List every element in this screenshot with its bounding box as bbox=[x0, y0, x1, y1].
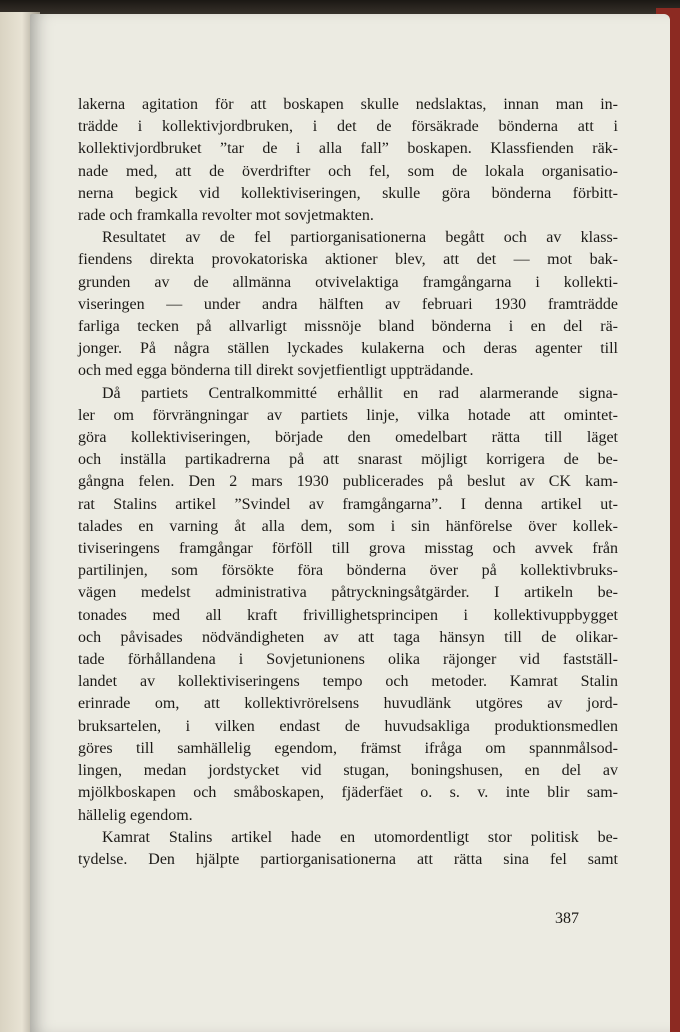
text-line: Kamrat Stalins artikel hade en utomordentligt stor politisk be- bbox=[102, 828, 618, 846]
text-line: göra kollektiviseringen, började den omedelbart rätta till läget bbox=[78, 429, 618, 447]
text-line: Då partiets Centralkommitté erhållit en rad alarmerande signa- bbox=[102, 384, 618, 402]
paragraph bbox=[78, 227, 618, 382]
text-line: tonades med all kraft frivillighetsprincipen i kollektivuppbygget bbox=[78, 606, 618, 624]
text-line: landet av kollektiviseringens tempo och metoder. Kamrat Stalin bbox=[78, 673, 618, 691]
paragraph bbox=[78, 94, 618, 227]
book-page bbox=[30, 14, 670, 1032]
text-line: trädde i kollektivjordbruken, i det de försäkrade bönderna att i bbox=[78, 118, 618, 136]
text-line: rat Stalins artikel ”Svindel av framgångarna”. I denna artikel ut- bbox=[78, 495, 618, 513]
text-line: lingen, medan jordstycket vid stugan, boningshusen, en del av bbox=[78, 762, 618, 780]
text-line: vägen medelst administrativa påtryckningsåtgärder. I artikeln be- bbox=[78, 584, 618, 602]
page-body-text bbox=[78, 94, 618, 871]
text-line: lakerna agitation för att boskapen skulle nedslaktas, innan man in- bbox=[78, 96, 618, 113]
text-line: rade och framkalla revolter mot sovjetmakten. bbox=[78, 207, 374, 225]
text-line: gångna felen. Den 2 mars 1930 publicerades på beslut av CK kam- bbox=[78, 473, 618, 491]
text-line: ler om förvrängningar av partiets linje, vilka hotade att omintet- bbox=[78, 406, 618, 424]
text-line: viseringen — under andra hälften av februari 1930 framträdde bbox=[78, 295, 618, 313]
text-line: och påvisades nödvändigheten av att taga hänsyn till de olikar- bbox=[78, 628, 618, 646]
text-line: tiviseringens framgångar förföll till grova misstag och avvek från bbox=[78, 540, 618, 558]
text-line: göres till samhällelig egendom, främst ifråga om spannmålsod- bbox=[78, 739, 618, 757]
text-line: nade med, att de överdrifter och fel, som de lokala organisatio- bbox=[78, 162, 618, 180]
text-line: bruksartelen, i vilken endast de huvudsakliga produktionsmedlen bbox=[78, 717, 618, 735]
text-line: kollektivjordbruket ”tar de i alla fall” boskapen. Klassfienden räk- bbox=[78, 140, 618, 158]
text-line: hällelig egendom. bbox=[78, 806, 193, 824]
text-line: mjölkboskapen och småboskapen, fjäderfäet o. s. v. inte blir sam- bbox=[78, 784, 618, 802]
text-line: partilinjen, som försökte föra bönderna över på kollektivbruks- bbox=[78, 562, 618, 580]
page-number: 387 bbox=[555, 910, 579, 927]
text-line: talades en varning åt alla dem, som i sin hänförelse över kollek- bbox=[78, 517, 618, 535]
text-line: tydelse. Den hjälpte partiorganisationerna att rätta sina fel samt bbox=[78, 850, 618, 868]
text-line: grunden av de allmänna otvivelaktiga framgångarna i kollekti- bbox=[78, 273, 618, 291]
text-line: erinrade om, att kollektivrörelsens huvudlänk utgöres av jord- bbox=[78, 695, 618, 713]
text-line: och inställa partikadrerna på att snarast möjligt korrigera de be- bbox=[78, 451, 618, 469]
paragraph bbox=[78, 827, 618, 871]
text-line: jonger. På några ställen lyckades kulakerna och deras agenter till bbox=[78, 340, 618, 358]
text-line: farliga tecken på allvarligt missnöje bland bönderna i en del rä- bbox=[78, 318, 618, 336]
text-line: och med egga bönderna till direkt sovjetfientligt uppträdande. bbox=[78, 362, 474, 380]
text-line: tade förhållandena i Sovjetunionens olika räjonger vid fastställ- bbox=[78, 651, 618, 669]
paragraph bbox=[78, 383, 618, 827]
text-line: Resultatet av de fel partiorganisationerna begått och av klass- bbox=[102, 229, 618, 247]
text-line: nerna begick vid kollektiviseringen, skulle göra bönderna förbitt- bbox=[78, 184, 618, 202]
text-line: fiendens direkta provokatoriska aktioner blev, att det — mot bak- bbox=[78, 251, 618, 269]
